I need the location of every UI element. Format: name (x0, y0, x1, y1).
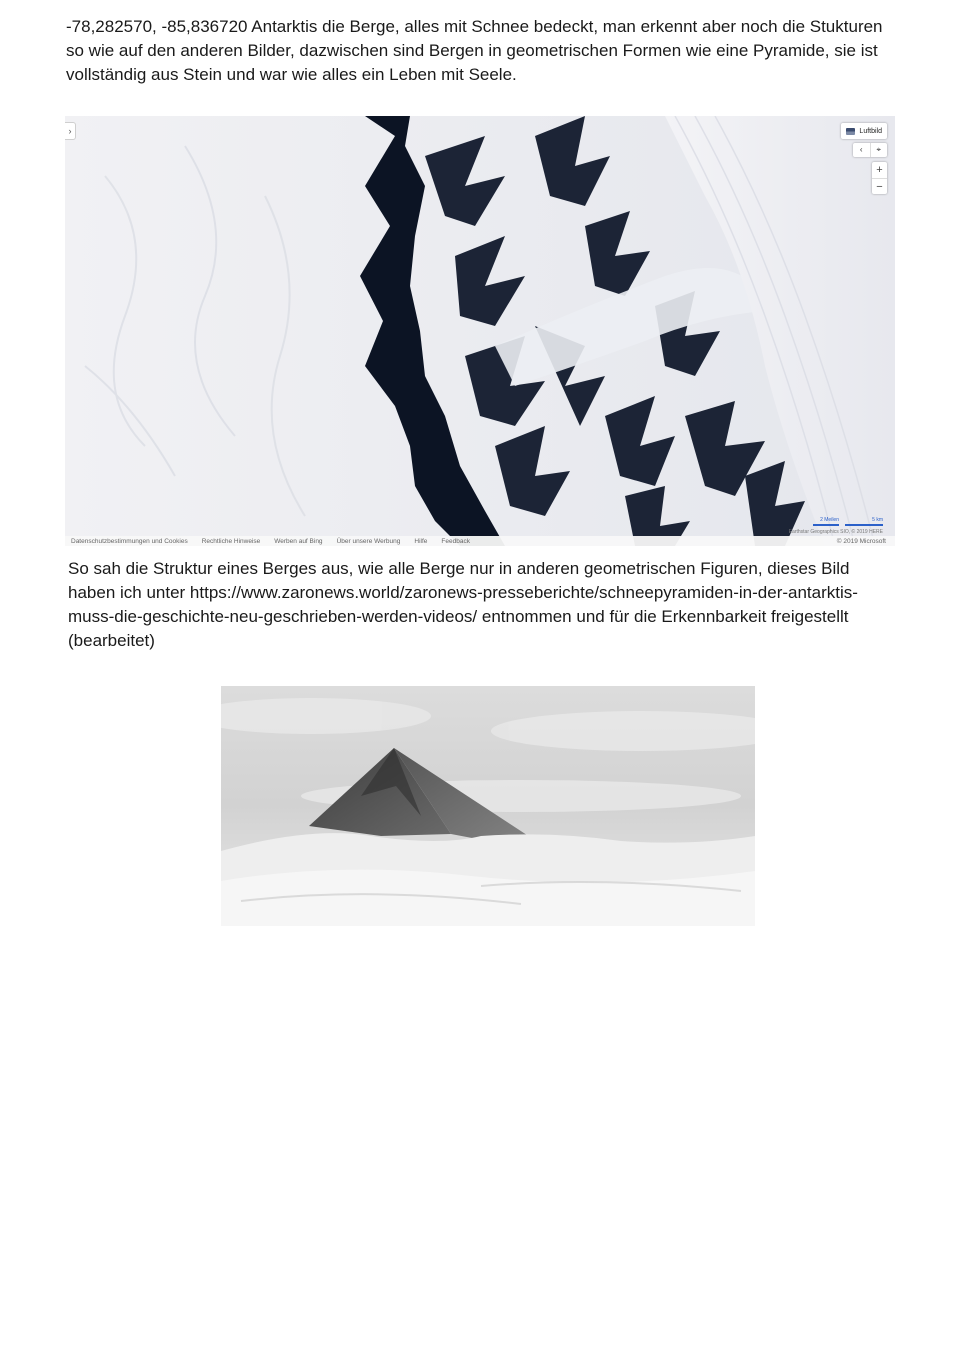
footer-link-advertise[interactable]: Werben auf Bing (274, 537, 323, 545)
footer-link-help[interactable]: Hilfe (414, 537, 428, 545)
aerial-layer-button[interactable] (841, 123, 887, 139)
map-footer (65, 536, 895, 546)
zoom-out-button[interactable]: − (872, 178, 887, 195)
footer-link-about-ads[interactable]: Über unsere Werbung (336, 537, 401, 545)
pyramid-photo (221, 686, 755, 926)
map-screenshot[interactable] (65, 116, 895, 546)
aerial-terrain-image (65, 116, 895, 546)
paragraph-coordinates-description: -78,282570, -85,836720 Antarktis die Berge, alles mit Schnee bedeckt, man erkennt aber noch die Stukturen so wie auf den anderen Bilder, dazwischen sind Bergen in geometrischen Formen wie eine Pyramide, sie ist vollständig aus Stein und war wie alles ein Leben mit Seele. (66, 17, 883, 84)
map-copyright: © 2019 Microsoft (836, 537, 886, 545)
map-locate-control[interactable] (853, 143, 887, 157)
footer-link-legal[interactable]: Rechtliche Hinweise (201, 537, 261, 545)
scale-km-label: 5 km (872, 517, 883, 523)
paragraph-pyramid-source: So sah die Struktur eines Berges aus, wie alle Berge nur in anderen geometrischen Figuren, dieses Bild haben ich unter https://www.zaronews.world/zaronews-presseberichte/schneepyramiden-in-der-antarktis-muss-die-geschichte-neu-geschrieben-werden-videos/ entnommen und für die Erkennbarkeit freigestellt (bearbeitet) (68, 559, 858, 650)
aerial-layer-icon (846, 128, 855, 135)
footer-link-feedback[interactable]: Feedback (441, 537, 470, 545)
map-zoom-control (872, 162, 887, 194)
aerial-layer-label: Luftbild (859, 127, 882, 135)
locate-back-button[interactable]: ‹ (859, 145, 863, 154)
footer-link-privacy[interactable]: Datenschutzbestimmungen und Cookies (71, 537, 188, 545)
map-scale-bar (813, 517, 883, 526)
locate-me-icon[interactable]: ⌖ (870, 143, 888, 157)
map-attribution: Earthstar Geographics SIO, © 2019 HERE (788, 529, 883, 535)
scale-miles-label: 2 Meilen (820, 517, 839, 523)
snow-pyramid-image (221, 686, 755, 926)
zoom-in-button[interactable]: + (876, 164, 883, 176)
map-collapse-toggle[interactable]: › (65, 122, 76, 140)
